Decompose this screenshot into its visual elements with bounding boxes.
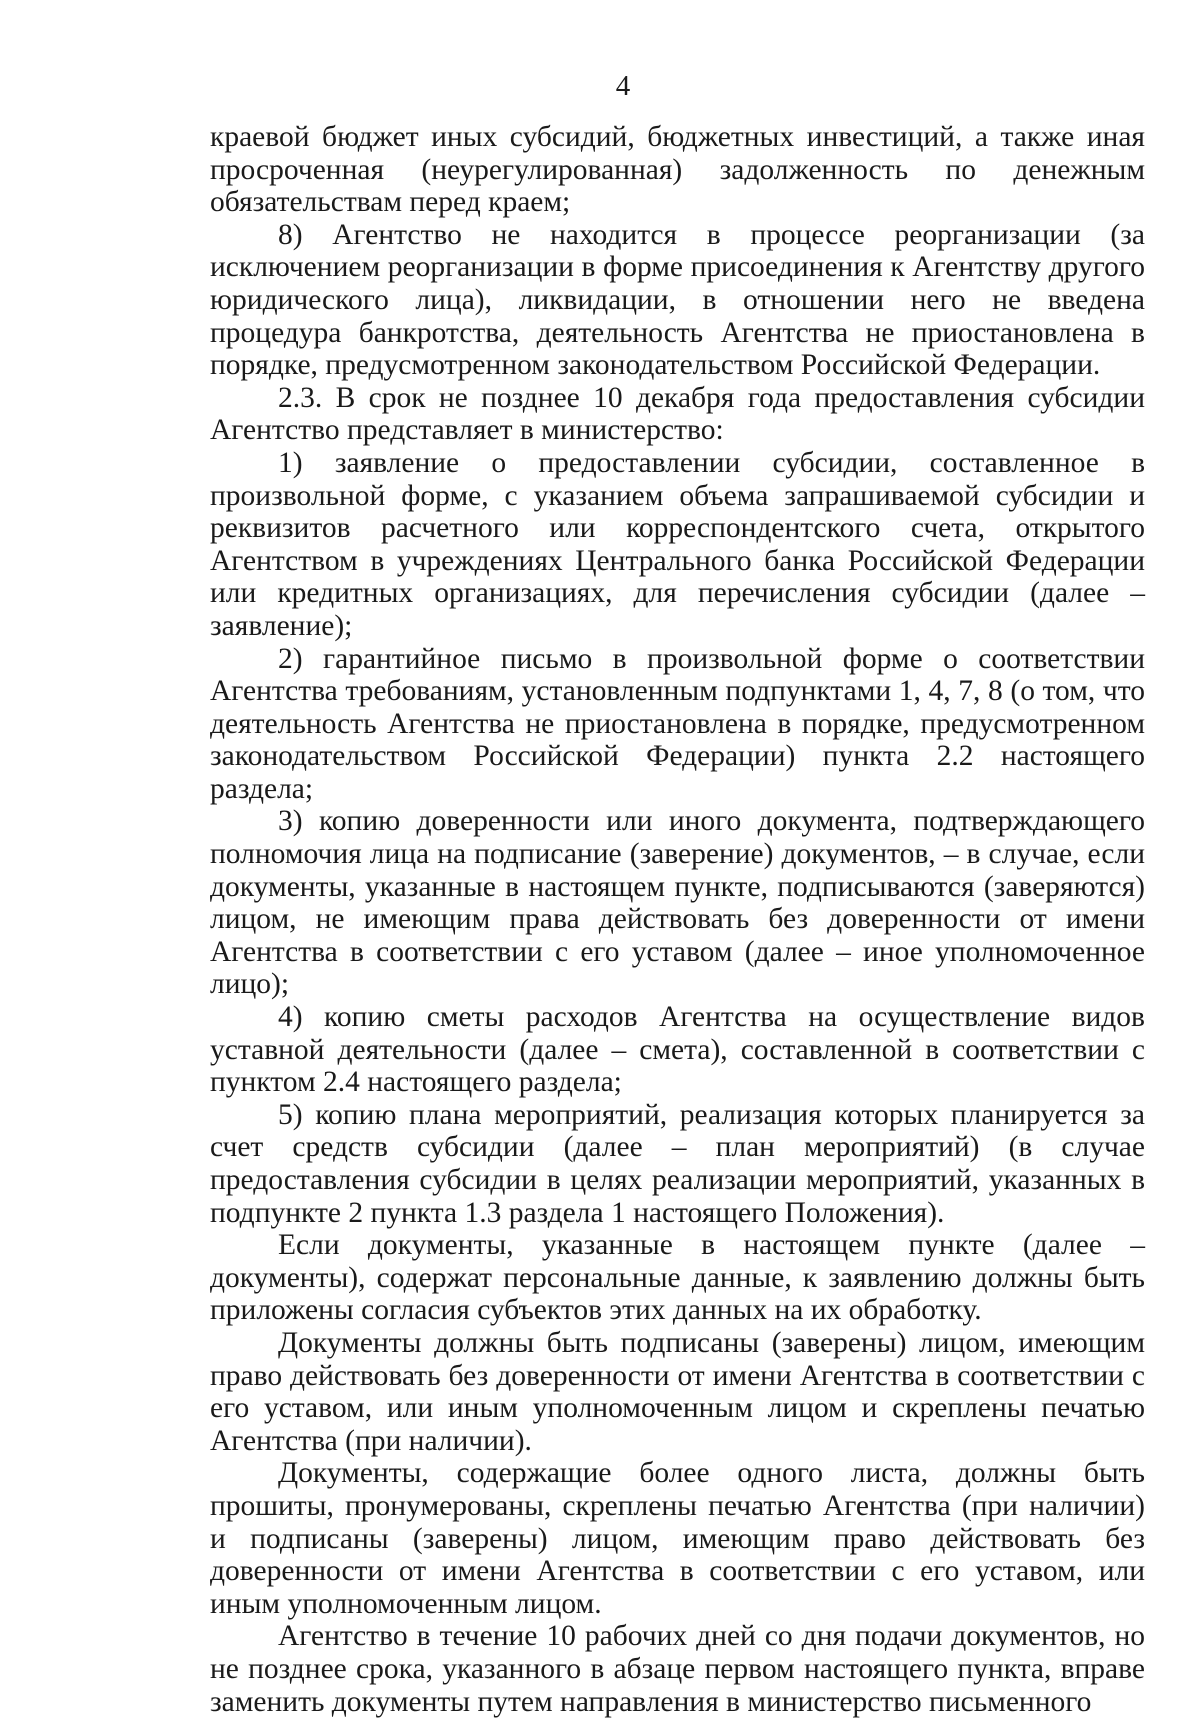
paragraph: 1) заявление о предоставлении субсидии, составленное в произвольной форме, с указанием объема запрашиваемой субсидии и реквизитов расчетного или корреспондентского счета, открытого Агентством в учреждениях Центрального банка Российской Федерации или кредитных организациях, для перечисления субсидии (далее – заявление); xyxy=(210,446,1145,642)
paragraph: Агентство в течение 10 рабочих дней со дня подачи документов, но не позднее срока, указанного в абзаце первом настоящего пункта, вправе заменить документы путем направления в министерство письменного xyxy=(210,1620,1145,1718)
paragraph: 5) копию плана мероприятий, реализация которых планируется за счет средств субсидии (далее – план мероприятий) (в случае предоставления субсидии в целях реализации мероприятий, указанных в подпункте 2 пункта 1.3 раздела 1 настоящего Положения). xyxy=(210,1098,1145,1229)
paragraph: 4) копию сметы расходов Агентства на осуществление видов уставной деятельности (далее – смета), составленной в соответствии с пунктом 2.4 настоящего раздела; xyxy=(210,1001,1145,1099)
paragraph: краевой бюджет иных субсидий, бюджетных инвестиций, а также иная просроченная (неурегулированная) задолженность по денежным обязательствам перед краем; xyxy=(210,121,1145,219)
paragraph: 2) гарантийное письмо в произвольной форме о соответствии Агентства требованиям, установленным подпунктами 1, 4, 7, 8 (о том, что деятельность Агентства не приостановлена в порядке, предусмотренном законодательством Российской Федерации) пункта 2.2 настоящего раздела; xyxy=(210,642,1145,805)
paragraph: 2.3. В срок не позднее 10 декабря года предоставления субсидии Агентство представляет в министерство: xyxy=(210,381,1145,447)
paragraph: Документы должны быть подписаны (заверены) лицом, имеющим право действовать без доверенности от имени Агентства в соответствии с его уставом, или иным уполномоченным лицом и скреплены печатью Агентства (при наличии). xyxy=(210,1326,1145,1457)
paragraph: 8) Агентство не находится в процессе реорганизации (за исключением реорганизации в форме присоединения к Агентству другого юридического лица), ликвидации, в отношении него не введена процедура банкротства, деятельность Агентства не приостановлена в порядке, предусмотренном законодательством Российской Федерации. xyxy=(210,218,1145,382)
paragraph: 3) копию доверенности или иного документа, подтверждающего полномочия лица на подписание (заверение) документов, – в случае, если документы, указанные в настоящем пункте, подписываются (заверяются) лицом, не имеющим права действовать без доверенности от имени Агентства в соответствии с его уставом (далее – иное уполномоченное лицо); xyxy=(210,805,1145,1001)
document-body xyxy=(210,121,1145,1718)
paragraph: Если документы, указанные в настоящем пункте (далее – документы), содержат персональные данные, к заявлению должны быть приложены согласия субъектов этих данных на их обработку. xyxy=(210,1229,1145,1327)
paragraph: Документы, содержащие более одного листа, должны быть прошиты, пронумерованы, скреплены печатью Агентства (при наличии) и подписаны (заверены) лицом, имеющим право действовать без доверенности от имени Агентства в соответствии с его уставом, или иным уполномоченным лицом. xyxy=(210,1457,1145,1620)
page-number: 4 xyxy=(615,70,631,102)
